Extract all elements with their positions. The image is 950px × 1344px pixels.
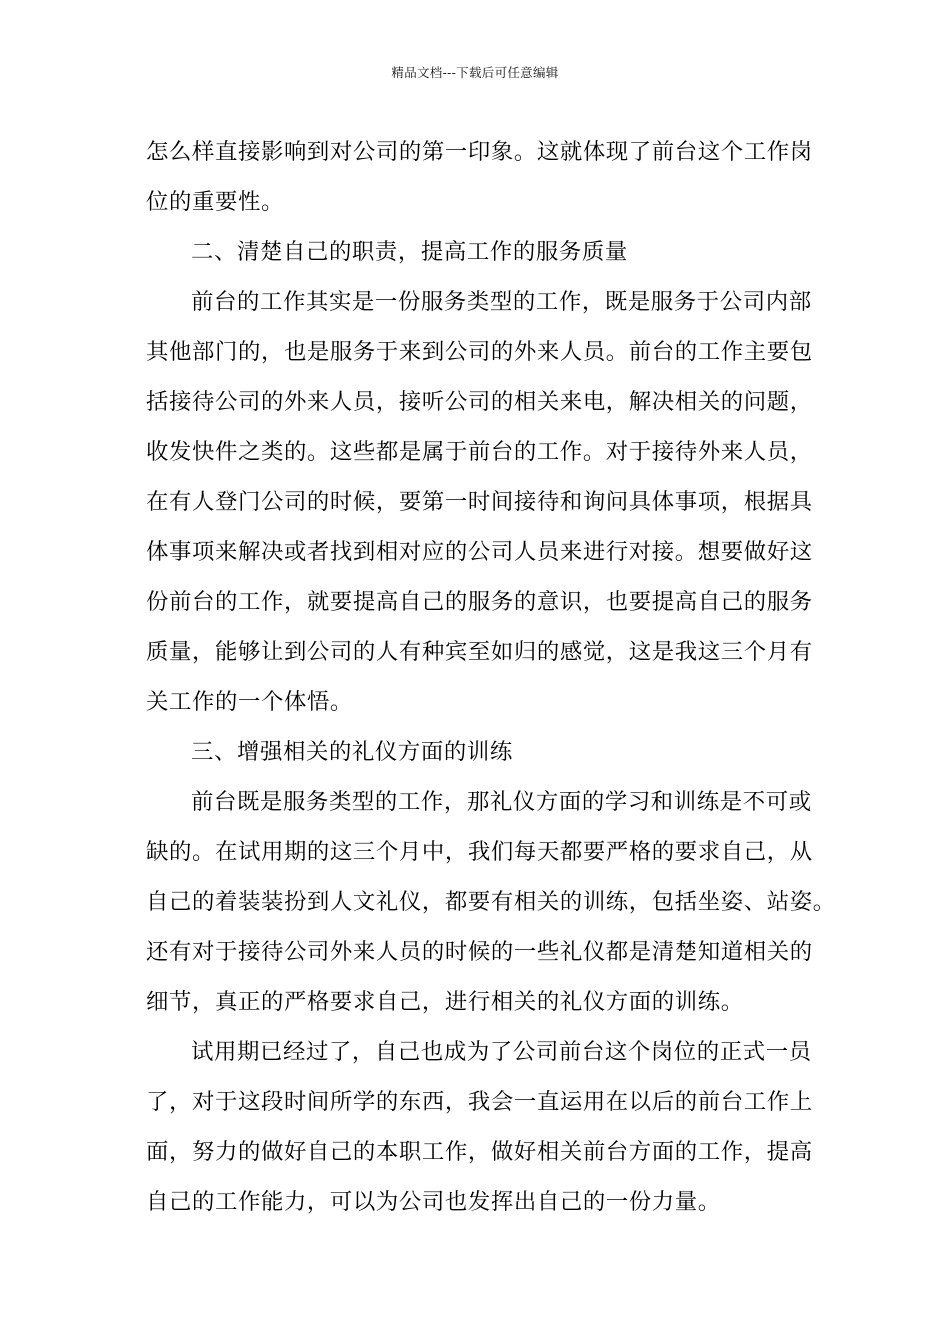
text-line: 自己的着装装扮到人文礼仪，都要有相关的训练，包括坐姿、站姿。 xyxy=(146,889,836,915)
text-line: 试用期已经过了，自己也成为了公司前台这个岗位的正式一员 xyxy=(191,1039,812,1065)
text-line: 前台的工作其实是一份服务类型的工作，既是服务于公司内部 xyxy=(191,289,812,315)
text-line: 位的重要性。 xyxy=(146,189,284,215)
text-line: 前台既是服务类型的工作，那礼仪方面的学习和训练是不可或 xyxy=(191,789,812,815)
text-line: 还有对于接待公司外来人员的时候的一些礼仪都是清楚知道相关的 xyxy=(146,939,813,965)
text-line: 怎么样直接影响到对公司的第一印象。这就体现了前台这个工作岗 xyxy=(146,139,813,165)
text-line: 份前台的工作，就要提高自己的服务的意识，也要提高自己的服务 xyxy=(146,589,813,615)
text-line: 收发快件之类的。这些都是属于前台的工作。对于接待外来人员， xyxy=(146,439,813,465)
section-heading: 三、增强相关的礼仪方面的训练 xyxy=(191,739,513,765)
text-line: 括接待公司的外来人员，接听公司的相关来电，解决相关的问题， xyxy=(146,389,813,415)
text-line: 质量，能够让到公司的人有种宾至如归的感觉，这是我这三个月有 xyxy=(146,639,813,665)
page-header: 精品文档---下载后可任意编辑 xyxy=(391,65,559,80)
text-line: 其他部门的，也是服务于来到公司的外来人员。前台的工作主要包 xyxy=(146,339,813,365)
text-line: 了，对于这段时间所学的东西，我会一直运用在以后的前台工作上 xyxy=(146,1089,813,1115)
text-line: 细节，真正的严格要求自己，进行相关的礼仪方面的训练。 xyxy=(146,989,744,1015)
text-line: 在有人登门公司的时候，要第一时间接待和询问具体事项，根据具 xyxy=(146,489,813,515)
text-line: 体事项来解决或者找到相对应的公司人员来进行对接。想要做好这 xyxy=(146,539,813,565)
text-line: 自己的工作能力，可以为公司也发挥出自己的一份力量。 xyxy=(146,1189,721,1215)
text-line: 面，努力的做好自己的本职工作，做好相关前台方面的工作，提高 xyxy=(146,1139,813,1165)
section-heading: 二、清楚自己的职责，提高工作的服务质量 xyxy=(191,239,628,265)
text-line: 缺的。在试用期的这三个月中，我们每天都要严格的要求自己，从 xyxy=(146,839,813,865)
text-line: 关工作的一个体悟。 xyxy=(146,689,353,715)
